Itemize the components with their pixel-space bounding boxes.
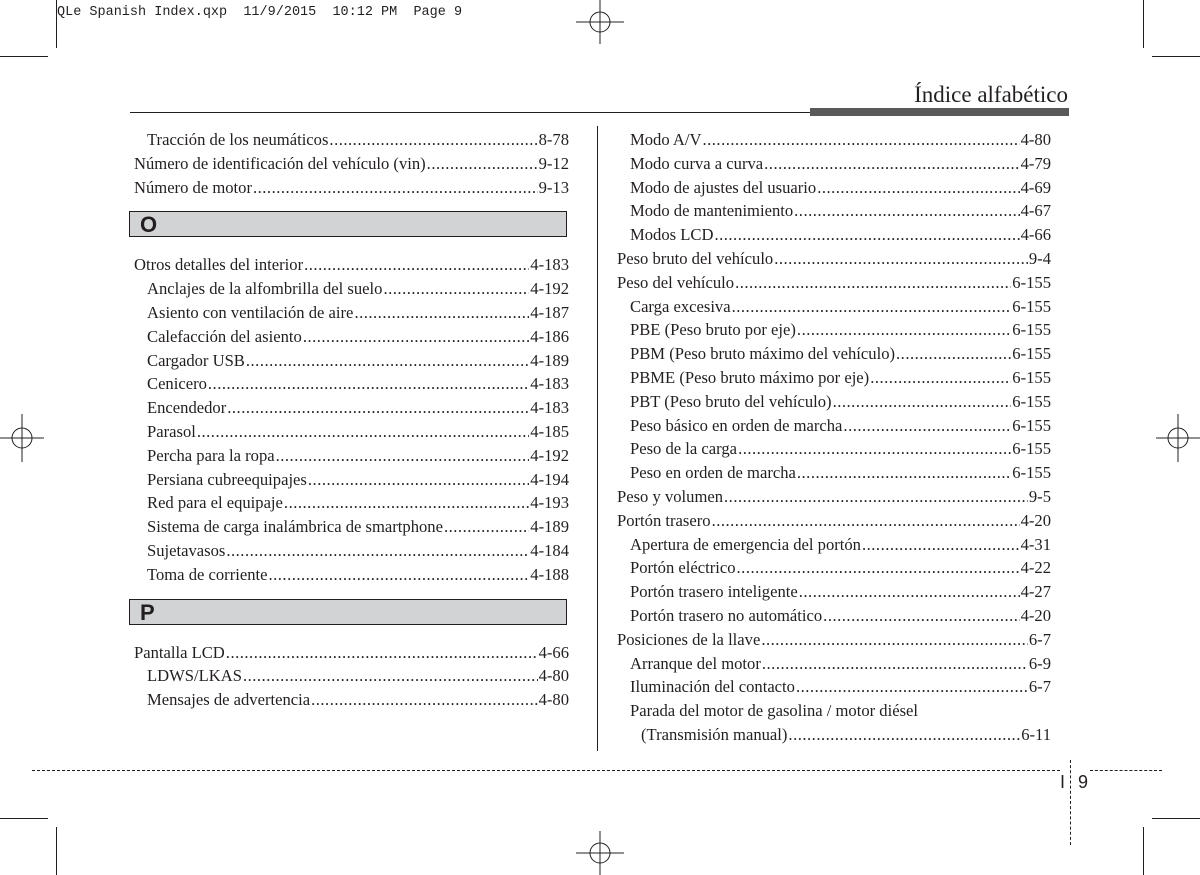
registration-mark-top	[576, 0, 624, 44]
index-entry	[617, 556, 1051, 580]
index-entry-page: 4-187	[530, 302, 569, 322]
dot-leader	[197, 420, 529, 444]
index-entry	[617, 390, 1051, 414]
index-entry-page: 4-20	[1020, 605, 1051, 625]
index-entry-page: 4-186	[530, 326, 569, 346]
index-entry-page: 4-22	[1020, 558, 1051, 578]
index-entry	[134, 539, 569, 563]
index-entry	[617, 604, 1051, 628]
index-entry-page: 4-69	[1020, 177, 1051, 197]
crop-mark-bottom-left-h	[0, 818, 48, 819]
index-entry-page: 6-155	[1012, 415, 1051, 435]
dot-leader	[732, 295, 1012, 319]
index-entry-label: Arranque del motor	[630, 653, 761, 673]
index-entry-label: PBE (Peso bruto por eje)	[630, 320, 796, 340]
left-top-entries	[134, 128, 569, 199]
dot-leader	[794, 199, 1019, 223]
index-entry-page: 6-7	[1028, 629, 1051, 649]
index-entry-page: 6-9	[1028, 653, 1051, 673]
crop-mark-bottom-right-v	[1143, 827, 1144, 875]
index-entry-label: Modos LCD	[630, 225, 714, 245]
index-entry	[617, 699, 1051, 723]
dot-leader	[796, 675, 1028, 699]
dot-leader	[303, 325, 529, 349]
dot-leader	[817, 176, 1019, 200]
index-entry-label: PBME (Peso bruto máximo por eje)	[630, 367, 870, 387]
index-entry-label: Número de identificación del vehículo (vin)	[134, 153, 426, 173]
index-entry	[134, 420, 569, 444]
index-entry	[617, 271, 1051, 295]
index-entry	[617, 366, 1051, 390]
index-entry-page: 4-183	[530, 398, 569, 418]
index-entry	[134, 396, 569, 420]
index-entry	[134, 128, 569, 152]
footer-page-number: 9	[1078, 772, 1089, 792]
index-entry-label: LDWS/LKAS	[147, 666, 242, 686]
index-entry-page: 4-192	[530, 445, 569, 465]
crop-mark-top-left-h	[0, 56, 48, 57]
index-entry	[617, 437, 1051, 461]
index-entry-page: 4-80	[538, 666, 569, 686]
index-entry-label: PBM (Peso bruto máximo del vehículo)	[630, 344, 896, 364]
crop-mark-bottom-right-h	[1152, 818, 1200, 819]
index-entry	[134, 176, 569, 200]
right-entries	[617, 128, 1051, 747]
index-entry-page: 4-27	[1020, 582, 1051, 602]
index-entry-page: 6-155	[1012, 463, 1051, 483]
index-entry-page: 4-20	[1020, 510, 1051, 530]
index-entry	[617, 485, 1051, 509]
index-entry-label: Toma de corriente	[147, 564, 268, 584]
section-o-entries	[134, 253, 569, 586]
index-entry-label: Tracción de los neumáticos	[147, 130, 329, 149]
index-entry-page: 6-11	[1021, 724, 1051, 744]
index-entry	[134, 563, 569, 587]
index-entry	[617, 723, 1051, 747]
dot-leader	[764, 152, 1019, 176]
index-entry-page: 4-192	[530, 279, 569, 299]
section-letter-o: O	[129, 211, 567, 237]
index-entry-label: Modo curva a curva	[630, 153, 764, 173]
index-entry-page: 4-80	[1020, 130, 1051, 149]
index-entry-label: Cargador USB	[147, 350, 245, 370]
index-entry-label: PBT (Peso bruto del vehículo)	[630, 391, 832, 411]
index-entry	[134, 664, 569, 688]
index-entry-page: 6-155	[1012, 320, 1051, 340]
dot-leader	[308, 468, 529, 492]
section-p-entries	[134, 641, 569, 712]
index-entry-page: 4-185	[530, 421, 569, 441]
index-entry	[134, 152, 569, 176]
footer-dash-vertical	[1070, 760, 1071, 845]
index-entry	[617, 223, 1051, 247]
index-entry	[617, 128, 1051, 152]
index-entry	[617, 414, 1051, 438]
index-entry-label: Portón trasero inteligente	[630, 582, 798, 602]
index-entry	[134, 688, 569, 712]
dot-leader	[862, 533, 1020, 557]
index-entry-label: Iluminación del contacto	[630, 677, 795, 697]
index-entry-label: Parada del motor de gasolina / motor diésel	[630, 701, 919, 721]
dot-leader	[896, 342, 1011, 366]
dot-leader	[243, 664, 538, 688]
dot-leader	[226, 641, 538, 665]
index-entry-page: 4-80	[538, 690, 569, 710]
registration-mark-left	[0, 414, 44, 462]
dot-leader	[427, 152, 538, 176]
index-entry	[134, 349, 569, 373]
dot-leader	[444, 515, 529, 539]
index-entry-page: 4-194	[530, 469, 569, 489]
index-entry-page: 4-183	[530, 255, 569, 275]
dot-leader	[833, 390, 1012, 414]
index-entry	[617, 675, 1051, 699]
footer-section-letter: I	[1060, 772, 1066, 792]
index-entry-label: Calefacción del asiento	[147, 326, 302, 346]
index-entry	[134, 325, 569, 349]
index-entry	[617, 176, 1051, 200]
index-entry-page: 4-66	[538, 642, 569, 662]
index-entry	[134, 277, 569, 301]
crop-mark-top-left-v	[56, 0, 57, 48]
index-entry-label: Encendedor	[147, 398, 227, 418]
index-entry-label: Posiciones de la llave	[617, 629, 761, 649]
dot-leader	[737, 556, 1020, 580]
index-entry-label: Persiana cubreequipajes	[147, 469, 307, 489]
print-slug: QLe Spanish Index.qxp 11/9/2015 10:12 PM Page 9	[57, 5, 463, 20]
index-entry-label: Peso bruto del vehículo	[617, 248, 774, 268]
index-entry	[617, 461, 1051, 485]
dot-leader	[253, 176, 538, 200]
dot-leader	[797, 461, 1011, 485]
index-entry-page: 9-5	[1028, 486, 1051, 506]
header-bar	[810, 108, 1069, 116]
index-entry	[134, 515, 569, 539]
index-entry	[134, 491, 569, 515]
index-entry-page: 9-4	[1028, 248, 1051, 268]
index-entry-page: 6-155	[1012, 296, 1051, 316]
dot-leader	[383, 277, 529, 301]
index-entry	[134, 444, 569, 468]
index-entry-label: Anclajes de la alfombrilla del suelo	[147, 279, 383, 299]
index-entry-page: 4-184	[530, 540, 569, 560]
dot-leader	[227, 396, 529, 420]
crop-mark-top-right-h	[1152, 56, 1200, 57]
dot-leader	[762, 652, 1028, 676]
index-entry-page: 6-155	[1012, 272, 1051, 292]
dot-leader	[311, 688, 537, 712]
dot-leader	[284, 491, 529, 515]
index-entry-page: 4-66	[1020, 225, 1051, 245]
column-divider	[597, 126, 598, 751]
index-entry	[617, 533, 1051, 557]
dot-leader	[712, 509, 1020, 533]
dot-leader	[246, 349, 529, 373]
index-entry-label: Apertura de emergencia del portón	[630, 534, 861, 554]
dot-leader	[714, 223, 1019, 247]
index-entry	[134, 641, 569, 665]
index-entry	[617, 247, 1051, 271]
dot-leader	[823, 604, 1019, 628]
footer-dash-rule-right	[1090, 770, 1162, 771]
dot-leader	[774, 247, 1028, 271]
index-entry-page: 9-13	[538, 177, 569, 197]
index-entry	[134, 372, 569, 396]
index-entry-label: Carga excesiva	[630, 296, 731, 316]
index-entry-label: Mensajes de advertencia	[147, 690, 311, 710]
dot-leader	[797, 318, 1011, 342]
index-entry-label: Portón trasero no automático	[630, 605, 823, 625]
index-entry-label: Otros detalles del interior	[134, 255, 304, 275]
dot-leader	[799, 580, 1020, 604]
index-entry-label: Percha para la ropa	[147, 445, 275, 465]
index-entry	[617, 318, 1051, 342]
dot-leader	[724, 485, 1028, 509]
dot-leader	[354, 301, 529, 325]
index-entry-label: Portón eléctrico	[630, 558, 736, 578]
index-entry	[134, 468, 569, 492]
dot-leader	[268, 563, 529, 587]
index-entry	[617, 152, 1051, 176]
index-entry-page: 9-12	[538, 153, 569, 173]
crop-mark-top-right-v	[1143, 0, 1144, 48]
index-entry	[134, 301, 569, 325]
index-entry-label: Peso básico en orden de marcha	[630, 415, 843, 435]
index-entry-page: 4-67	[1020, 201, 1051, 221]
index-entry-label: Sistema de carga inalámbrica de smartphone	[147, 517, 443, 537]
dot-leader	[702, 128, 1019, 152]
page-title: Índice alfabético	[914, 82, 1068, 107]
index-entry-page: 6-155	[1012, 439, 1051, 459]
index-entry-label: Modo de ajustes del usuario	[630, 177, 817, 197]
index-entry-label: Peso y volumen	[617, 486, 724, 506]
index-entry-label: Peso en orden de marcha	[630, 463, 796, 483]
index-entry-page: 6-155	[1012, 391, 1051, 411]
index-entry-label: Cenicero	[147, 374, 207, 394]
index-entry-page: 4-189	[530, 350, 569, 370]
index-entry-label: Modo A/V	[630, 130, 702, 149]
index-entry	[134, 253, 569, 277]
index-entry-page: 4-188	[530, 564, 569, 584]
dot-leader	[738, 437, 1011, 461]
index-entry-page: 6-155	[1012, 344, 1051, 364]
footer-dash-rule-left	[32, 770, 1060, 771]
index-entry-label: Parasol	[147, 421, 196, 441]
index-entry-label: Peso del vehículo	[617, 272, 735, 292]
index-entry-page: 4-31	[1020, 534, 1051, 554]
dot-leader	[761, 628, 1028, 652]
index-entry	[617, 342, 1051, 366]
index-entry-label: Red para el equipaje	[147, 493, 283, 513]
index-entry-page: 6-155	[1012, 367, 1051, 387]
index-entry	[617, 580, 1051, 604]
dot-leader	[870, 366, 1011, 390]
dot-leader	[304, 253, 529, 277]
index-entry-label: (Transmisión manual)	[641, 724, 788, 744]
index-entry	[617, 199, 1051, 223]
index-entry	[617, 509, 1051, 533]
index-entry	[617, 295, 1051, 319]
index-entry-label: Portón trasero	[617, 510, 711, 530]
index-entry-page: 4-189	[530, 517, 569, 537]
registration-mark-right	[1156, 414, 1200, 462]
index-entry	[617, 652, 1051, 676]
index-entry-label: Número de motor	[134, 177, 252, 197]
index-entry-label: Peso de la carga	[630, 439, 738, 459]
section-letter-p: P	[129, 599, 567, 625]
dot-leader	[843, 414, 1011, 438]
dot-leader	[208, 372, 529, 396]
index-entry-label: Asiento con ventilación de aire	[147, 302, 354, 322]
index-entry-page: 4-193	[530, 493, 569, 513]
right-column	[617, 128, 1051, 747]
dot-leader	[226, 539, 529, 563]
index-entry-label: Sujetavasos	[147, 540, 226, 560]
left-column	[134, 128, 569, 712]
index-entry	[617, 628, 1051, 652]
index-entry-page: 4-183	[530, 374, 569, 394]
dot-leader	[788, 723, 1020, 747]
dot-leader	[329, 128, 537, 152]
index-entry-label: Pantalla LCD	[134, 642, 225, 662]
index-entry-page: 8-78	[538, 130, 569, 149]
header-rule	[130, 112, 810, 113]
registration-mark-bottom	[576, 831, 624, 875]
index-entry-page: 6-7	[1028, 677, 1051, 697]
dot-leader	[735, 271, 1011, 295]
index-entry-page: 4-79	[1020, 153, 1051, 173]
dot-leader	[276, 444, 530, 468]
crop-mark-bottom-left-v	[56, 827, 57, 875]
index-entry-label: Modo de mantenimiento	[630, 201, 794, 221]
